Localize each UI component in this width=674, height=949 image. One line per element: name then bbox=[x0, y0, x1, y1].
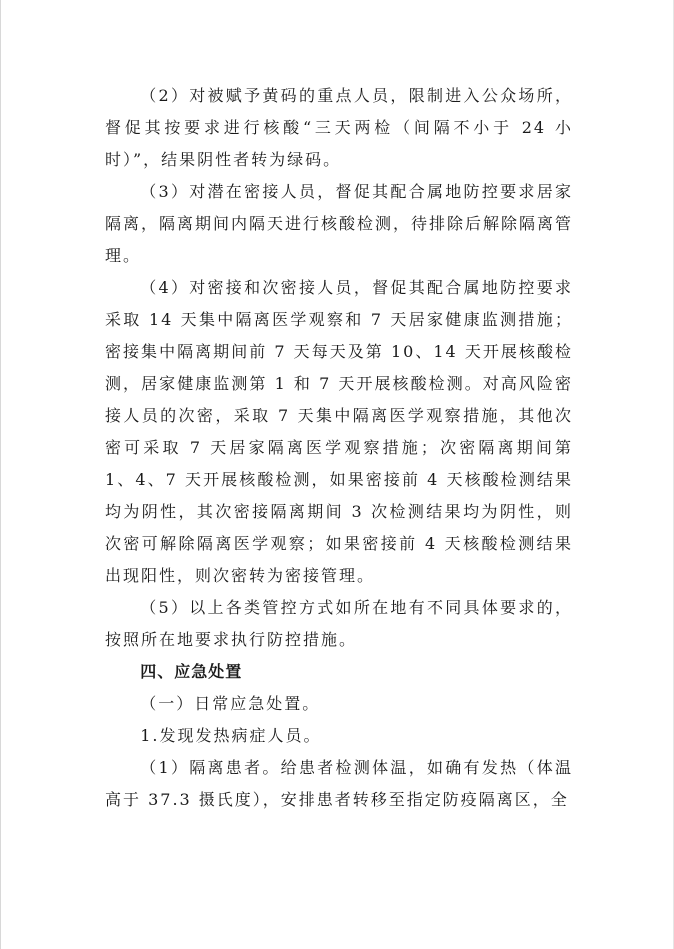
paragraph-yellow-code: （2）对被赋予黄码的重点人员，限制进入公众场所，督促其按要求进行核酸“三天两检（间隔不小于 24 小时）”，结果阴性者转为绿码。 bbox=[105, 86, 573, 169]
paragraph-isolate-patient: （1）隔离患者。给患者检测体温，如确有发热（体温高于 37.3 摄氏度），安排患者转移至指定防疫隔离区，全 bbox=[105, 758, 573, 809]
section-heading: 四、应急处置 bbox=[140, 662, 243, 681]
document-body bbox=[105, 80, 573, 816]
sub-heading: （一）日常应急处置。 bbox=[140, 694, 321, 713]
paragraph-potential-contacts: （3）对潜在密接人员，督促其配合属地防控要求居家隔离，隔离期间内隔天进行核酸检测，待排除后解除隔离管理。 bbox=[105, 182, 574, 265]
paragraph-local-requirements: （5）以上各类管控方式如所在地有不同具体要求的，按照所在地要求执行防控措施。 bbox=[105, 598, 573, 649]
paragraph-close-contacts: （4）对密接和次密接人员，督促其配合属地防控要求采取 14 天集中隔离医学观察和 7 天居家健康监测措施；密接集中隔离期间前 7 天每天及第 10、14 天开展核酸检测，居家健康监测第 1 和 7 天开展核酸检测。对高风险密接人员的次密，采取 7 天集中隔离医学观察措施，其他次密可采取 7 天居家隔离医学观察措施；次密隔离期间第 1、4、7 天开展核酸检测，如果密接前 4 天核酸检测结果均为阴性，其次密接隔离期间 3 次检测结果均为阴性，则次密可解除隔离医学观察；如果密接前 4 天核酸检测结果出现阳性，则次密转为密接管理。 bbox=[105, 278, 573, 585]
item-heading: 1.发现发热病症人员。 bbox=[140, 726, 322, 745]
